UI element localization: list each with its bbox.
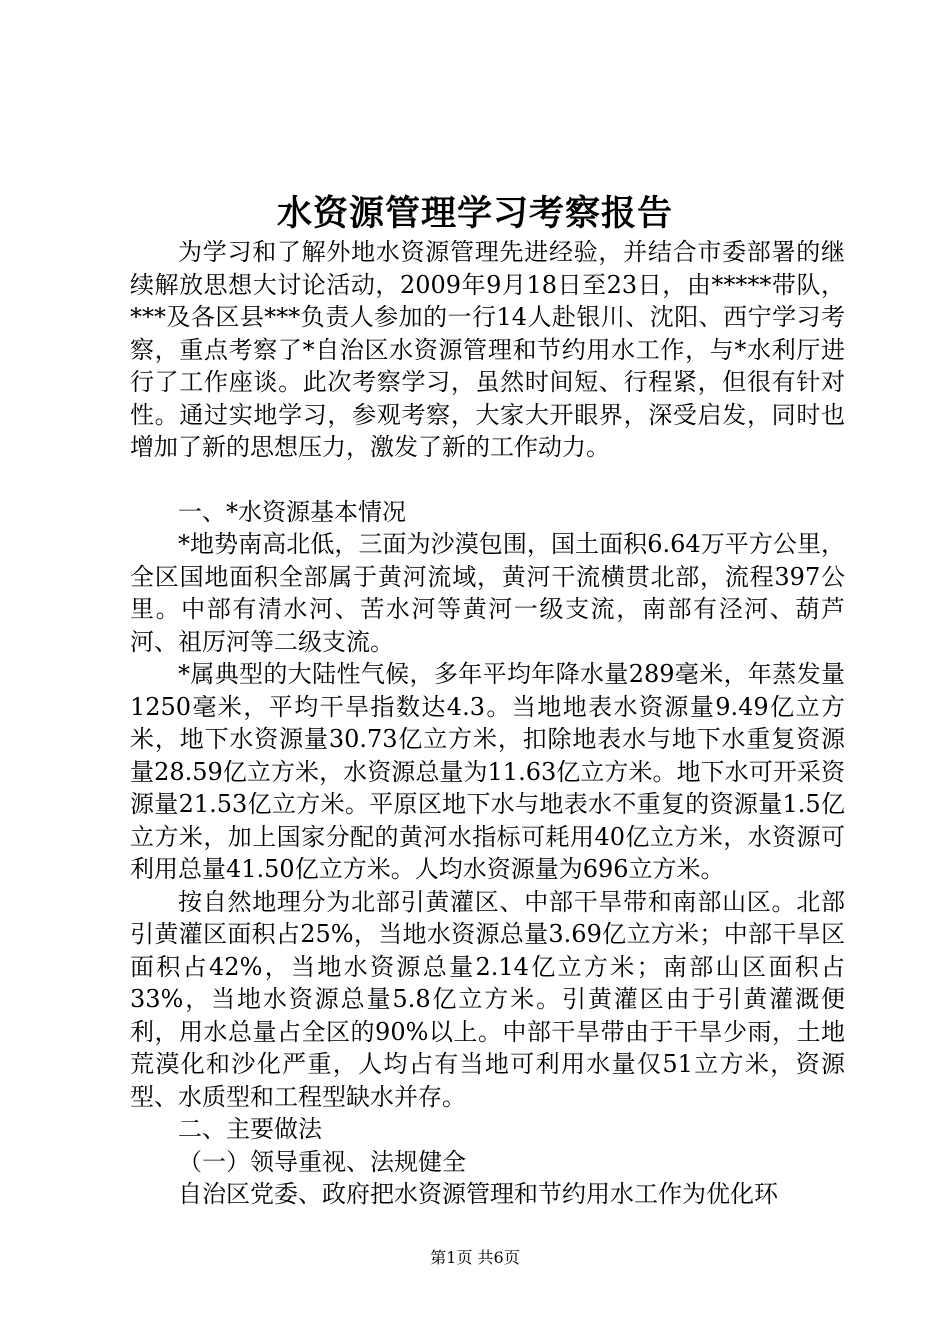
section-heading-1: 一、*水资源基本情况: [178, 497, 406, 526]
paragraph-climate: *属典型的大陆性气候，多年平均年降水量289毫米，年蒸发量1250毫米，平均干旱指数达4.3。当地地表水资源量9.49亿立方米，地下水资源量30.73亿立方米，扣除地表水与地下水重复资源量28.59亿立方米，水资源总量为11.63亿立方米。地下水可开采资源量21.53亿立方米。平原区地下水与地表水不重复的资源量1.5亿立方米，加上国家分配的黄河水指标可耗用40亿立方米，水资源可利用总量41.50亿立方米。人均水资源量为696立方米。: [130, 660, 845, 883]
paragraph-intro: 为学习和了解外地水资源管理先进经验，并结合市委部署的继续解放思想大讨论活动，2009年9月18日至23日，由*****带队，***及各区县***负责人参加的一行14人赴银川、沈阳、西宁学习考察，重点考察了*自治区水资源管理和节约用水工作，与*水利厅进行了工作座谈。此次考察学习，虽然时间短、行程紧，但很有针对性。通过实地学习，参观考察，大家大开眼界，深受启发，同时也增加了新的思想压力，激发了新的工作动力。: [130, 238, 845, 461]
paragraph-terrain: *地势南高北低，三面为沙漠包围，国土面积6.64万平方公里，全区国地面积全部属于黄河流域，黄河干流横贯北部，流程397公里。中部有清水河、苦水河等黄河一级支流，南部有泾河、葫芦河、祖厉河等二级支流。: [130, 530, 845, 656]
document-body: [130, 236, 845, 1211]
page-footer: 第1页 共6页: [430, 1248, 520, 1267]
paragraph-leadership: 自治区党委、政府把水资源管理和节约用水工作为优化环: [178, 1180, 778, 1208]
subsection-heading-1: （一）领导重视、法规健全: [178, 1147, 466, 1176]
document-title: 水资源管理学习考察报告: [276, 193, 673, 234]
paragraph-regions: 按自然地理分为北部引黄灌区、中部干旱带和南部山区。北部引黄灌区面积占25%，当地水资源总量3.69亿立方米；中部干旱区面积占42%，当地水资源总量2.14亿立方米；南部山区面积占33%，当地水资源总量5.8亿立方米。引黄灌区由于引黄灌溉便利，用水总量占全区的90%以上。中部干旱带由于干旱少雨，土地荒漠化和沙化严重，人均占有当地可利用水量仅51立方米，资源型、水质型和工程型缺水并存。: [130, 887, 845, 1111]
section-heading-2: 二、主要做法: [178, 1115, 322, 1143]
